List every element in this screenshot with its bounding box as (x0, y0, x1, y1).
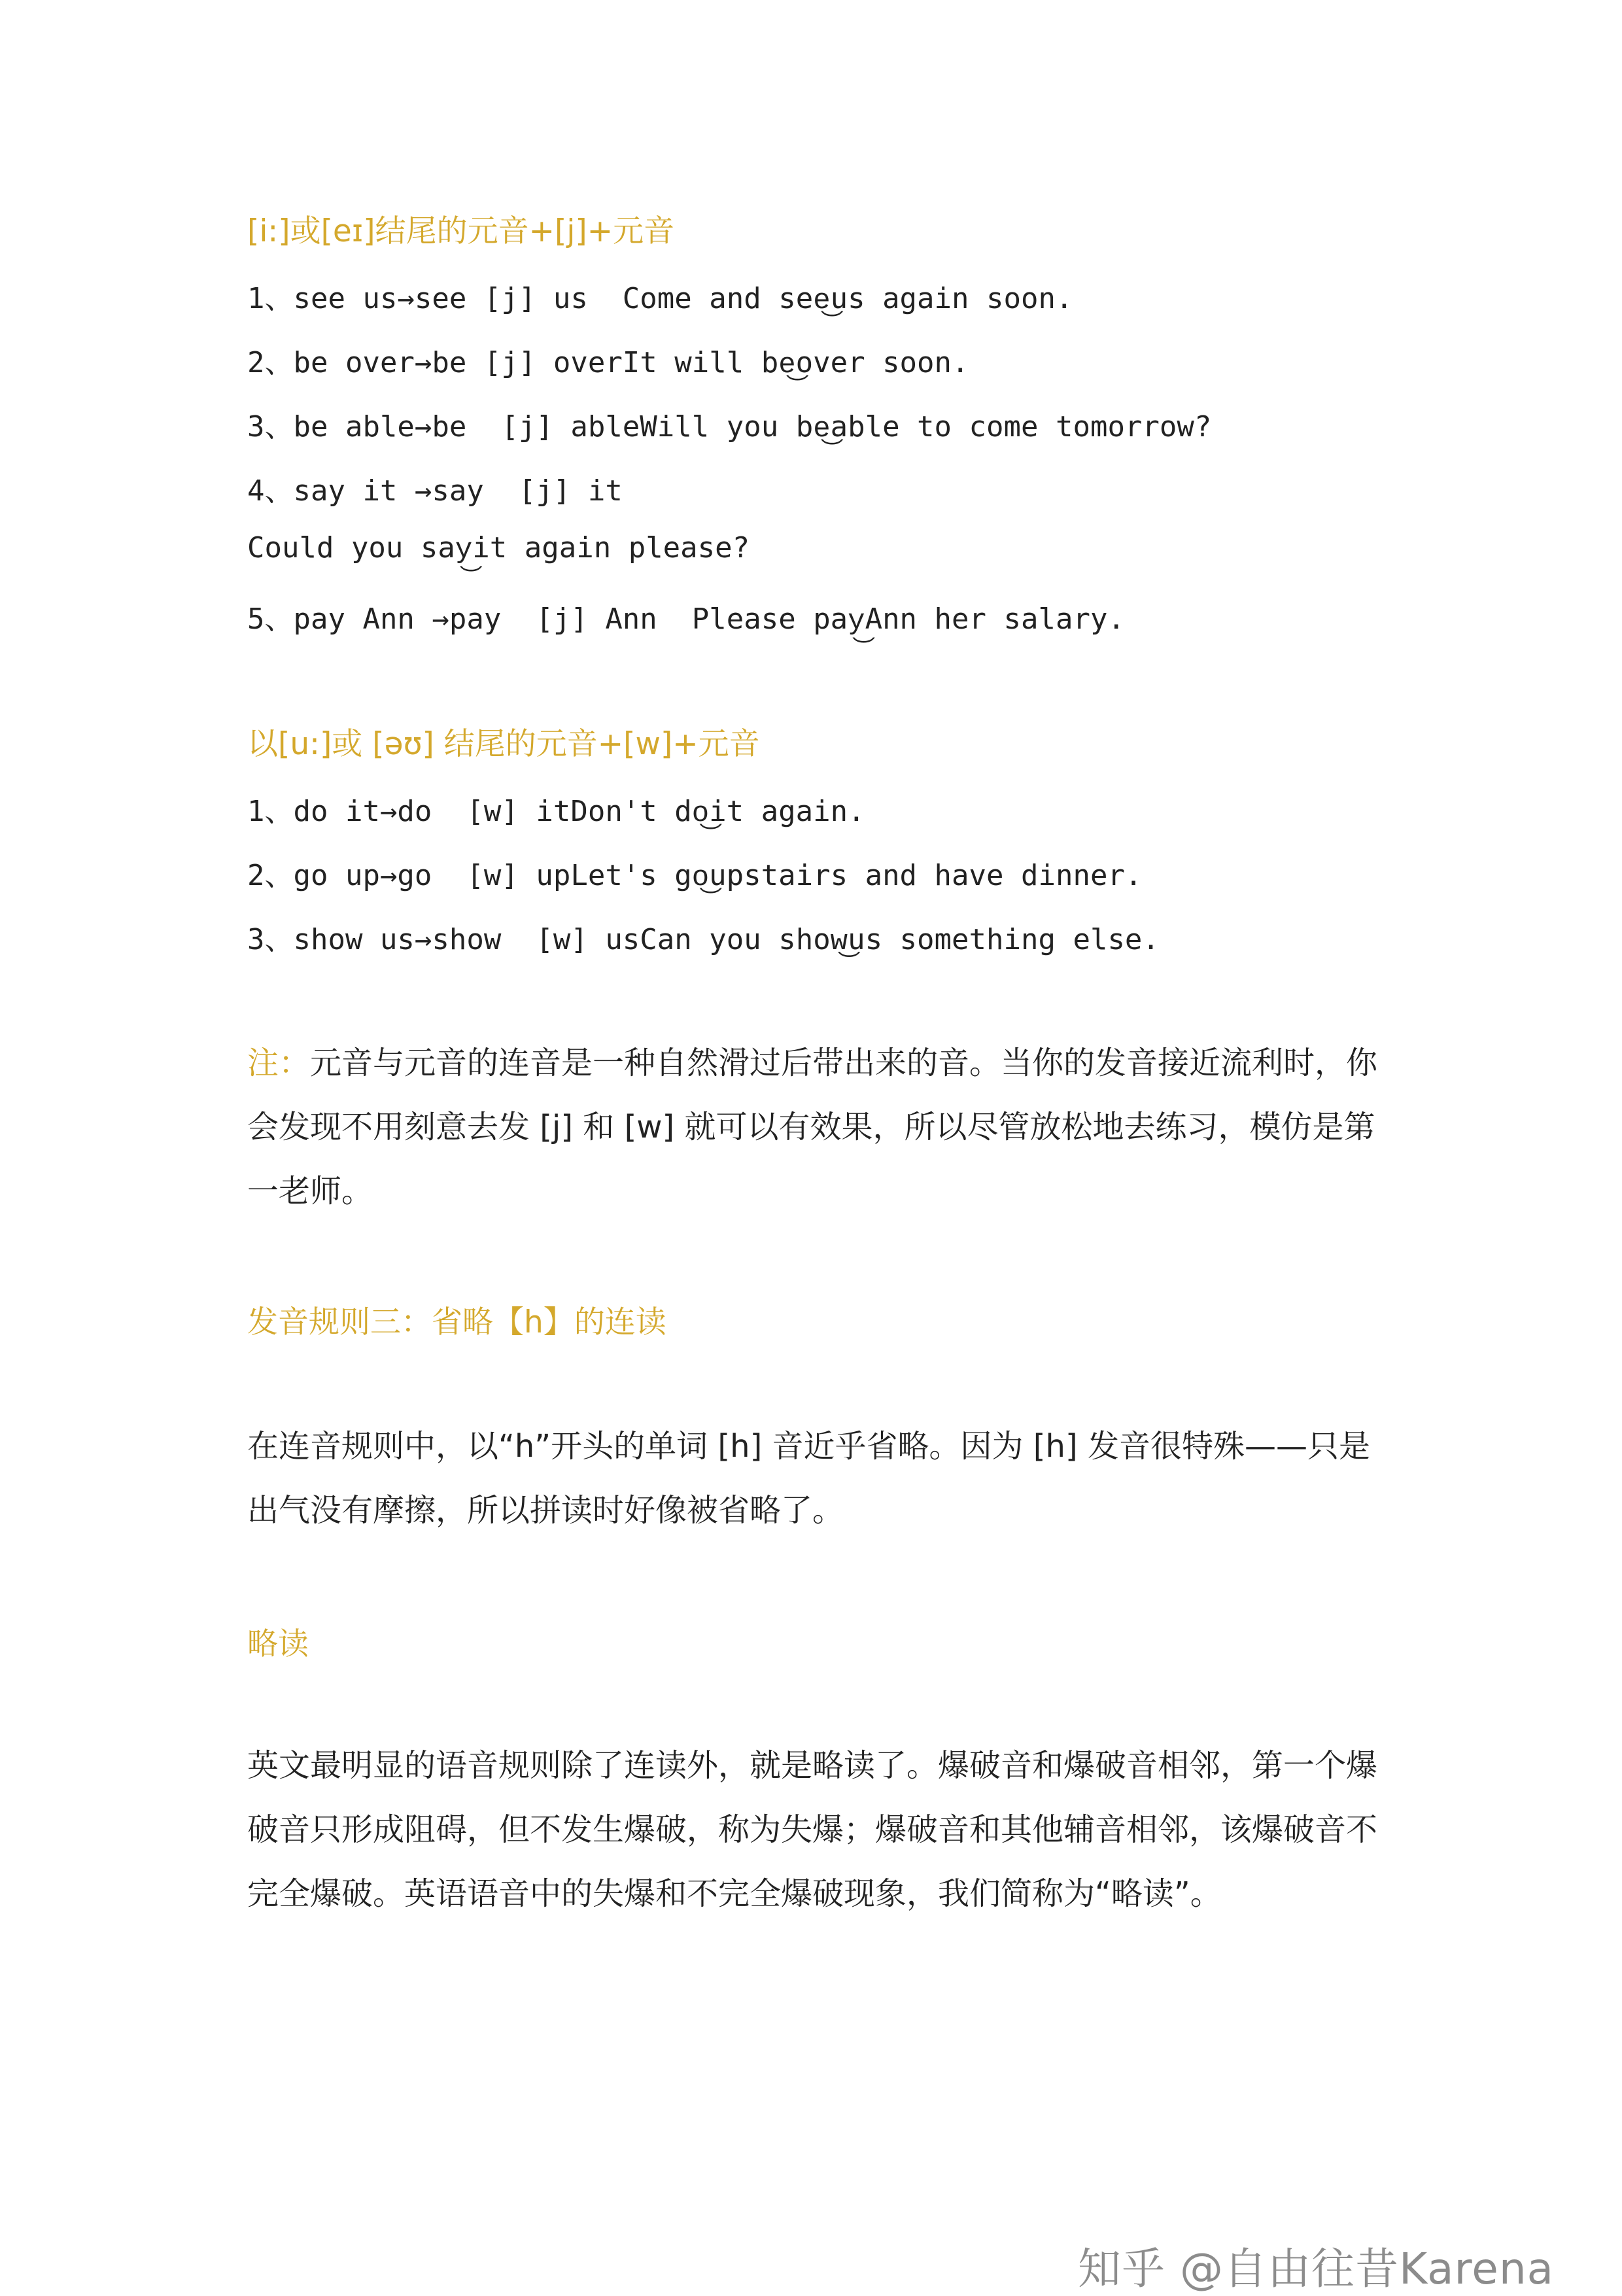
note-text: 元音与元音的连音是一种自然滑过后带出来的音。当你的发音接近流利时，你会发现不用刻意去发 [j] 和 [w] 就可以有效果，所以尽管放松地去练习，模仿是第一老师。 (247, 1045, 1378, 1209)
example-line: 2、be over→be [j] overIt will be͜over soon. (247, 346, 969, 379)
section1-heading: [i:]或[eɪ]结尾的元音+[j]+元音 (247, 213, 675, 249)
note-paragraph (247, 1031, 1398, 1223)
example-line: 1、do it→do [w] itDon't do͜it again. (247, 795, 865, 828)
section3-heading: 发音规则三：省略【h】的连读 (247, 1304, 666, 1340)
section2-heading: 以[u:]或 [əʊ] 结尾的元音+[w]+元音 (247, 726, 760, 762)
section4-paragraph: 英文最明显的语音规则除了连读外，就是略读了。爆破音和爆破音相邻，第一个爆破音只形成阻碍，但不发生爆破，称为失爆；爆破音和其他辅音相邻，该爆破音不完全爆破。英语语音中的失爆和不完全爆破现象，我们简称为“略读”。 (247, 1747, 1378, 1912)
note-label: 注： (247, 1045, 311, 1081)
section4-heading: 略读 (247, 1626, 309, 1662)
example-line: 3、be able→be [j] ableWill you be͜able to come tomorrow? (247, 410, 1212, 444)
example-line: 4、say it →say [j] it (247, 474, 623, 508)
example-line: 5、pay Ann →pay [j] Ann Please pay͜Ann her salary. (247, 602, 1125, 636)
example-line: 2、go up→go [w] upLet's go͜upstairs and have dinner. (247, 859, 1143, 892)
example-line: Could you say͜it again please? (247, 531, 750, 565)
example-line: 3、show us→show [w] usCan you show͜us something else. (247, 923, 1160, 956)
example-line: 1、see us→see [j] us Come and see͜us again soon. (247, 282, 1073, 315)
section3-paragraph: 在连音规则中，以“h”开头的单词 [h] 音近乎省略。因为 [h] 发音很特殊——只是出气没有摩擦，所以拼读时好像被省略了。 (247, 1428, 1370, 1529)
zhihu-watermark: 知乎 @自由往昔Karena (1078, 2244, 1555, 2294)
